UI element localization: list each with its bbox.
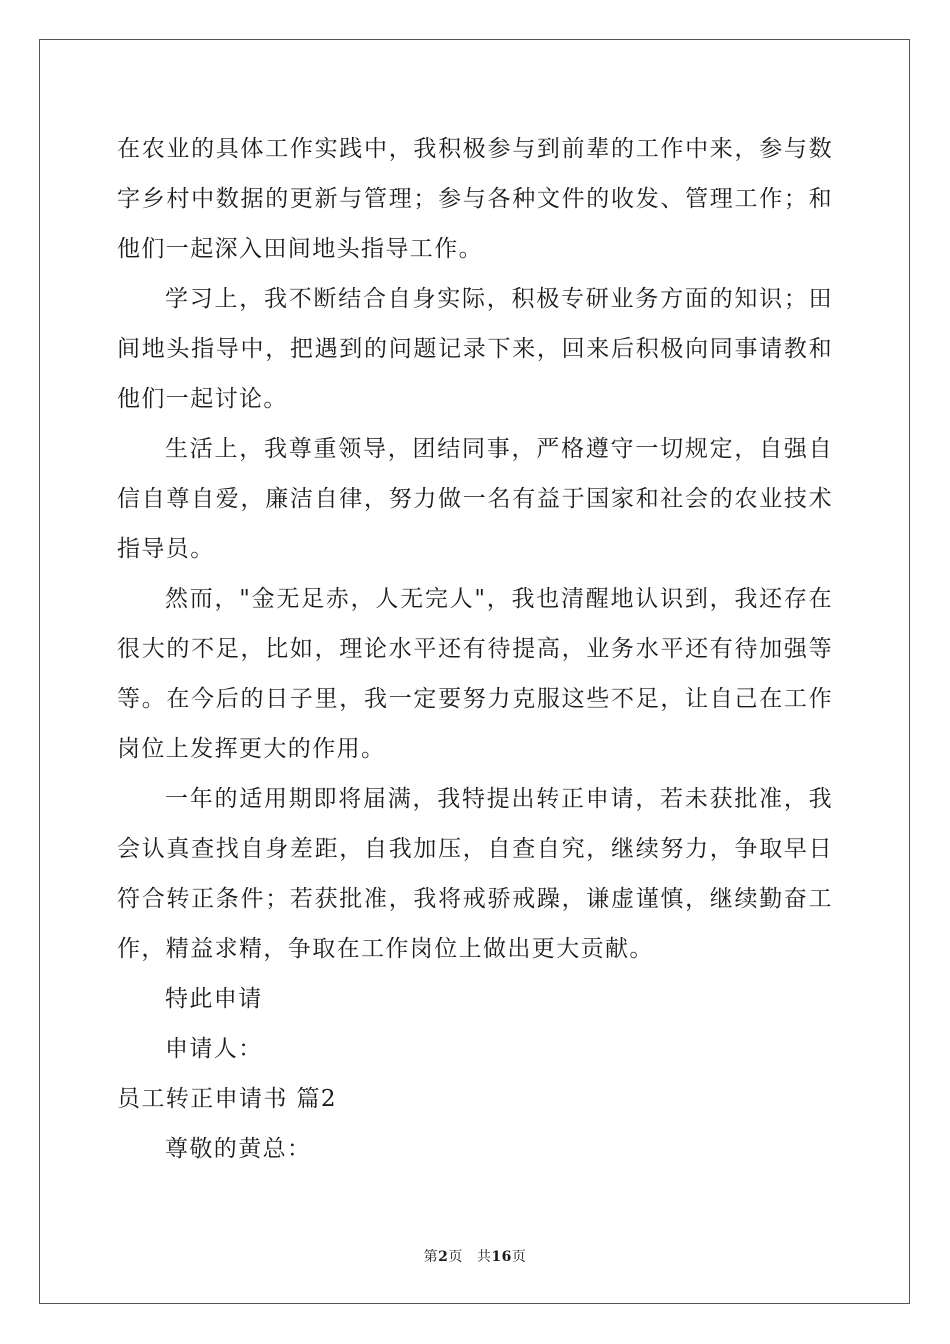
page-number: 2 — [438, 1249, 449, 1265]
salutation-line: 尊敬的黄总： — [165, 1136, 312, 1162]
paragraph-2: 学习上，我不断结合自身实际，积极专研业务方面的知识；田间地头指导中，把遇到的问题记录下来，回来后积极向同事请教和他们一起讨论。 — [117, 286, 833, 412]
total-suffix: 页 — [511, 1249, 527, 1265]
total-pages: 16 — [491, 1249, 512, 1265]
paragraph-5: 一年的适用期即将届满，我特提出转正申请，若未获批准，我会认真查找自身差距，自我加压，自查自究，继续努力，争取早日符合转正条件；若获批准，我将戒骄戒躁，谦虚谨慎，继续勤奋工作，精益求精，争取在工作岗位上做出更大贡献。 — [117, 786, 833, 962]
paragraph-4: 然而，"金无足赤，人无完人"，我也清醒地认识到，我还存在很大的不足，比如，理论水平还有待提高，业务水平还有待加强等等。在今后的日子里，我一定要努力克服这些不足，让自己在工作岗位上发挥更大的作用。 — [117, 586, 833, 762]
closing-line: 特此申请 — [165, 986, 263, 1012]
page-suffix: 页 — [448, 1249, 463, 1265]
page-footer — [0, 1246, 950, 1266]
total-prefix: 共 — [476, 1249, 492, 1265]
page-prefix: 第 — [423, 1249, 439, 1265]
paragraph-1: 在农业的具体工作实践中，我积极参与到前辈的工作中来，参与数字乡村中数据的更新与管理；参与各种文件的收发、管理工作；和他们一起深入田间地头指导工作。 — [117, 136, 833, 262]
applicant-line: 申请人： — [165, 1036, 263, 1062]
section-heading: 员工转正申请书 篇2 — [117, 1086, 337, 1112]
document-body — [117, 124, 833, 1174]
paragraph-3: 生活上，我尊重领导，团结同事，严格遵守一切规定，自强自信自尊自爱，廉洁自律，努力做一名有益于国家和社会的农业技术指导员。 — [117, 436, 833, 562]
